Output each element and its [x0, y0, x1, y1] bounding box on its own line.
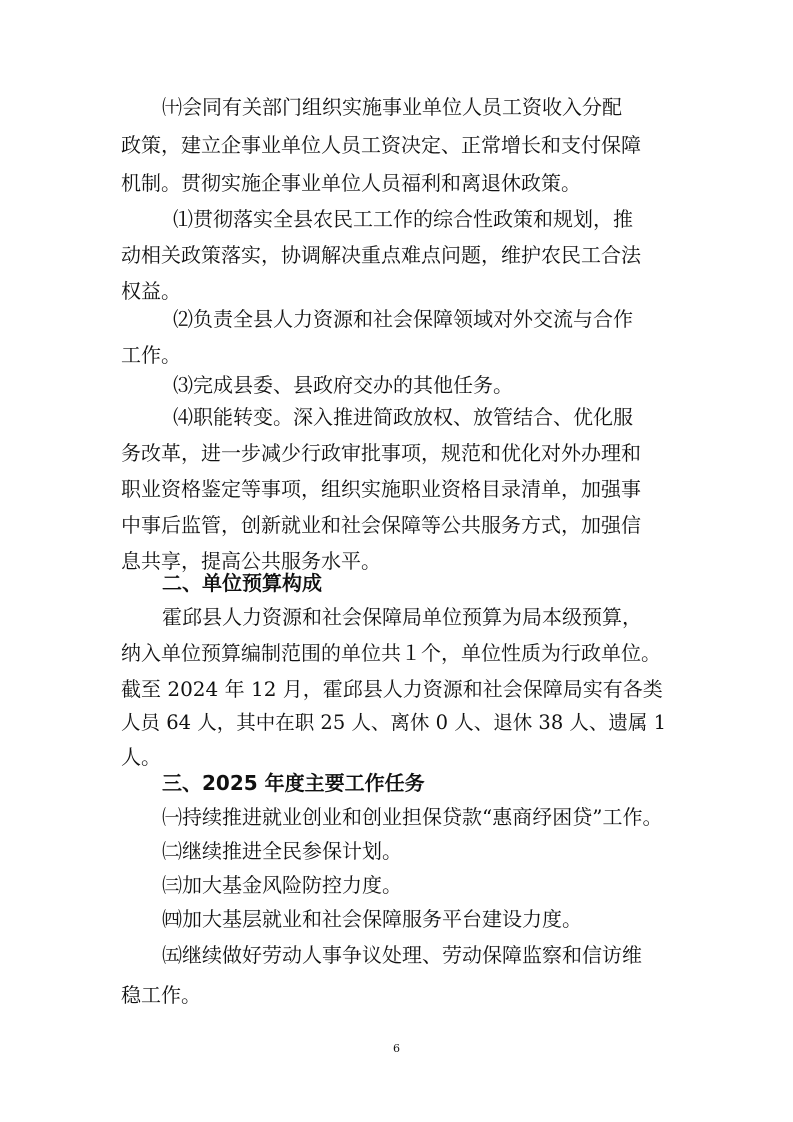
paragraph-line: 职业资格鉴定等事项，组织实施职业资格目录清单，加强事 [121, 477, 641, 501]
paragraph-line: ⑵负责全县人力资源和社会保障领域对外交流与合作 [173, 307, 633, 331]
list-item: ㈡继续推进全民参保计划。 [162, 839, 402, 863]
paragraph-line: 截至 2024 年 12 月，霍邱县人力资源和社会保障局实有各类 [121, 677, 663, 701]
paragraph-line: 纳入单位预算编制范围的单位共１个，单位性质为行政单位。 [121, 641, 661, 665]
paragraph-line: 稳工作。 [121, 983, 201, 1007]
paragraph-line: 务改革，进一步减少行政审批事项，规范和优化对外办理和 [121, 441, 641, 465]
page-number: 6 [393, 1042, 400, 1055]
paragraph-line: 霍邱县人力资源和社会保障局单位预算为局本级预算， [162, 605, 642, 629]
section-heading: 二、单位预算构成 [162, 571, 322, 595]
paragraph-line: 工作。 [121, 343, 181, 367]
paragraph-line: 中事后监管，创新就业和社会保障等公共服务方式，加强信 [121, 513, 641, 537]
list-item: ㈢加大基金风险防控力度。 [162, 873, 402, 897]
list-item: ㈤继续做好劳动人事争议处理、劳动保障监察和信访维 [162, 943, 642, 967]
paragraph-line: 机制。贯彻实施企事业单位人员福利和离退休政策。 [121, 171, 581, 195]
paragraph-line: ⑶完成县委、县政府交办的其他任务。 [173, 373, 513, 397]
paragraph-line: 动相关政策落实，协调解决重点难点问题，维护农民工合法 [121, 243, 641, 267]
paragraph-line: 人员 64 人，其中在职 25 人、离休 0 人、退休 38 人、遗属 1 [121, 711, 667, 734]
paragraph-line: 息共享，提高公共服务水平。 [121, 549, 381, 573]
paragraph-line: 人。 [121, 745, 161, 769]
paragraph-line: 政策，建立企事业单位人员工资决定、正常增长和支付保障 [121, 133, 641, 157]
paragraph-line: ⑷职能转变。深入推进简政放权、放管结合、优化服 [173, 405, 633, 429]
paragraph-line: ⑴贯彻落实全县农民工工作的综合性政策和规划，推 [173, 207, 633, 231]
list-item: ㈠持续推进就业创业和创业担保贷款“惠商纾困贷”工作。 [162, 805, 663, 829]
section-heading: 三、2025 年度主要工作任务 [162, 771, 425, 795]
paragraph-line: 权益。 [121, 279, 181, 303]
list-item: ㈣加大基层就业和社会保障服务平台建设力度。 [162, 907, 582, 931]
paragraph-line: ㈩会同有关部门组织实施事业单位人员工资收入分配 [162, 95, 622, 119]
